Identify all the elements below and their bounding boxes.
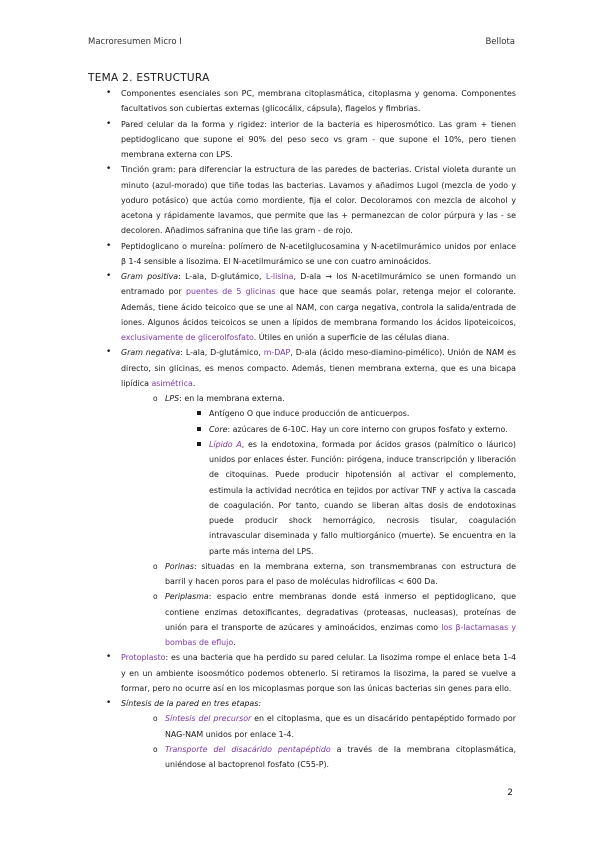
paragraph-text: Componentes esenciales son PC, membrana citoplasmática, citoplasma y genoma. Componentes facultativos son cubiertas externas (glicocálix, cápsula), flagelos y fimbrias.: [121, 89, 516, 114]
paragraph-text: : en la membrana externa.: [179, 394, 285, 403]
paragraph-text: : L-ala, D-glutámico,: [178, 272, 266, 281]
paragraph-text: .: [192, 378, 196, 388]
highlight-text: puentes de 5 glicinas: [186, 287, 276, 297]
term-label: Core: [209, 424, 228, 434]
list-item: [88, 117, 516, 163]
term-label: LPS: [165, 394, 180, 403]
highlight-text: m-DAP: [263, 348, 291, 358]
sub-list: [136, 391, 516, 650]
paragraph-text: , D-ala (ácido meso-diamino-pimélico). Unión de NAM es directo, sin glicinas, es menos compacto. Además, tienen membrana externa, que es una bicapa lipídica: [121, 348, 516, 388]
term-label: Gram negativa: [121, 348, 181, 358]
sub-list-item: [136, 589, 516, 650]
term-label: Protoplasto: [121, 653, 166, 663]
list-item: [88, 650, 516, 696]
section-title: TEMA 2. ESTRUCTURA: [88, 72, 210, 84]
list-item: [88, 239, 516, 270]
paragraph-text: que hace que seamás polar, retenga mejor el colorante. Además, tiene ácido teicoico que se une al NAM, con carga negativa, controla la salida/entrada de iones. Algunos ácidos teicoicos se unen a lípidos de membrana formando los ácidos lipoteicoicos,: [121, 287, 516, 327]
list-item: [88, 345, 516, 650]
bullet-list: [88, 86, 516, 772]
paragraph-text: Antígeno O que induce producción de anticuerpos.: [209, 409, 410, 419]
document-body: [88, 86, 516, 772]
highlight-text: exclusivamente de glicerolfosfato: [121, 333, 254, 342]
page-number: 2: [507, 788, 513, 798]
sub-list-item: [136, 559, 516, 590]
header-right: Bellota: [485, 37, 515, 47]
term-label: Porinas: [165, 561, 194, 571]
paragraph-text: , es la endotoxina, formada por ácidos grasos (palmítico o láurico) unidos por enlaces éster. Función: pirógena, induce transcripción y liberación de citoquinas. Puede producir hipotensión al activar el complemento, estimula la actividad necrótica en tejidos por activar TNF y activa la cascada de coagulación. Por tanto, cuando se liberan altas dosis de endotoxinas puede producir shock hemorrágico, necrosis tisular, coagulación intravascular diseminada y fallo multiorgánico (muerte). Se encuentra en la parte más interna del LPS.: [209, 439, 516, 556]
sub-list-item: [136, 391, 516, 559]
term-label: Gram positiva: [121, 272, 179, 281]
highlight-text: asimétrica: [151, 378, 193, 388]
term-label: Periplasma: [165, 592, 209, 602]
paragraph-text: , D-ala → los N-acetilmurámico se unen formando un entramado por: [121, 272, 516, 297]
list-item: [88, 86, 516, 117]
term-label: Lípido A: [209, 439, 242, 449]
paragraph-text: Síntesis de la pared en tres etapas:: [121, 699, 262, 708]
paragraph-text: : es una bacteria que ha perdido su pared celular. La lisozima rompe el enlace beta 1-4 y en un ambiente isoosmótico podemos obtenerlo. Si retiramos la lisozima, la pared se vuelve a formar, pero no ocurre así en los micoplasmas porque son las únicas bacterias sin genes para ello.: [121, 653, 516, 693]
paragraph-text: Tinción gram: para diferenciar la estructura de las paredes de bacterias. Cristal violeta durante un minuto (azul-morado) que tiñe todas las bacterias. Lavamos y añadimos Lugol (mezcla de yodo y yoduro potásico) que actúa como mordiente, fija el color. Decoloramos con mezcla de alcohol y acetona y rápidamente lavamos, que permite que las + permanezcan de color púrpura y las - se decoloren. Añadimos safranina que tiñe las gram - de rojo.: [121, 165, 516, 236]
sub-sub-list-item: [180, 422, 516, 437]
paragraph-text: en el citoplasma, que es un disacárido pentapéptido formado por NAG-NAM unidos por enlace 1-4.: [165, 714, 516, 739]
list-item: [88, 696, 516, 772]
sub-list-item: [136, 742, 516, 773]
paragraph-text: : L-ala, D-glutámico,: [180, 348, 264, 358]
paragraph-text: : situadas en la membrana externa, son transmembranas con estructura de barril y hacen poros para el paso de moléculas hidrofílicas < 600 Da.: [165, 561, 516, 586]
sub-list: [136, 711, 516, 772]
sub-sub-list-item: [180, 437, 516, 559]
sub-list-item: [136, 711, 516, 742]
paragraph-text: Pared celular da la forma y rigidez: interior de la bacteria es hiperosmótico. Las gram + tienen peptidoglicano que supone el 90% del peso seco vs gram - que supone el 10%, pero tienen membrana externa con LPS.: [121, 119, 516, 159]
paragraph-text: a través de la membrana citoplasmática, uniéndose al bactoprenol fosfato (C55-P).: [165, 744, 517, 769]
term-label: Transporte del disacárido pentapéptido: [165, 744, 331, 754]
paragraph-text: .: [233, 638, 236, 647]
paragraph-text: . Útiles en unión a superficie de las células diana.: [253, 333, 450, 342]
term-label: Síntesis del precursor: [165, 714, 252, 724]
paragraph-text: : azúcares de 6-10C. Hay un core interno con grupos fosfato y externo.: [227, 424, 508, 434]
header-left: Macroresumen Micro I: [88, 37, 182, 47]
sub-sub-list: [180, 406, 516, 559]
list-item: [88, 269, 516, 345]
highlight-text: los β-lactamasas y bombas de eflujo: [165, 622, 517, 647]
paragraph-text: : espacio entre membranas donde está inmerso el peptidoglicano, que contiene enzimas detoxificantes, degradativas (proteasas, nucleasas), proteínas de unión para el transporte de azúcares y aminoácidos, enzimas como: [165, 592, 516, 632]
sub-sub-list-item: [180, 406, 516, 421]
paragraph-text: Peptidoglicano o mureína: polímero de N-acetilglucosamina y N-acetilmurámico unidos por enlace β 1-4 sensible a lisozima. El N-acetilmurámico se une con cuatro aminoácidos.: [121, 241, 516, 266]
highlight-text: L-lisina: [265, 272, 294, 281]
list-item: [88, 162, 516, 238]
